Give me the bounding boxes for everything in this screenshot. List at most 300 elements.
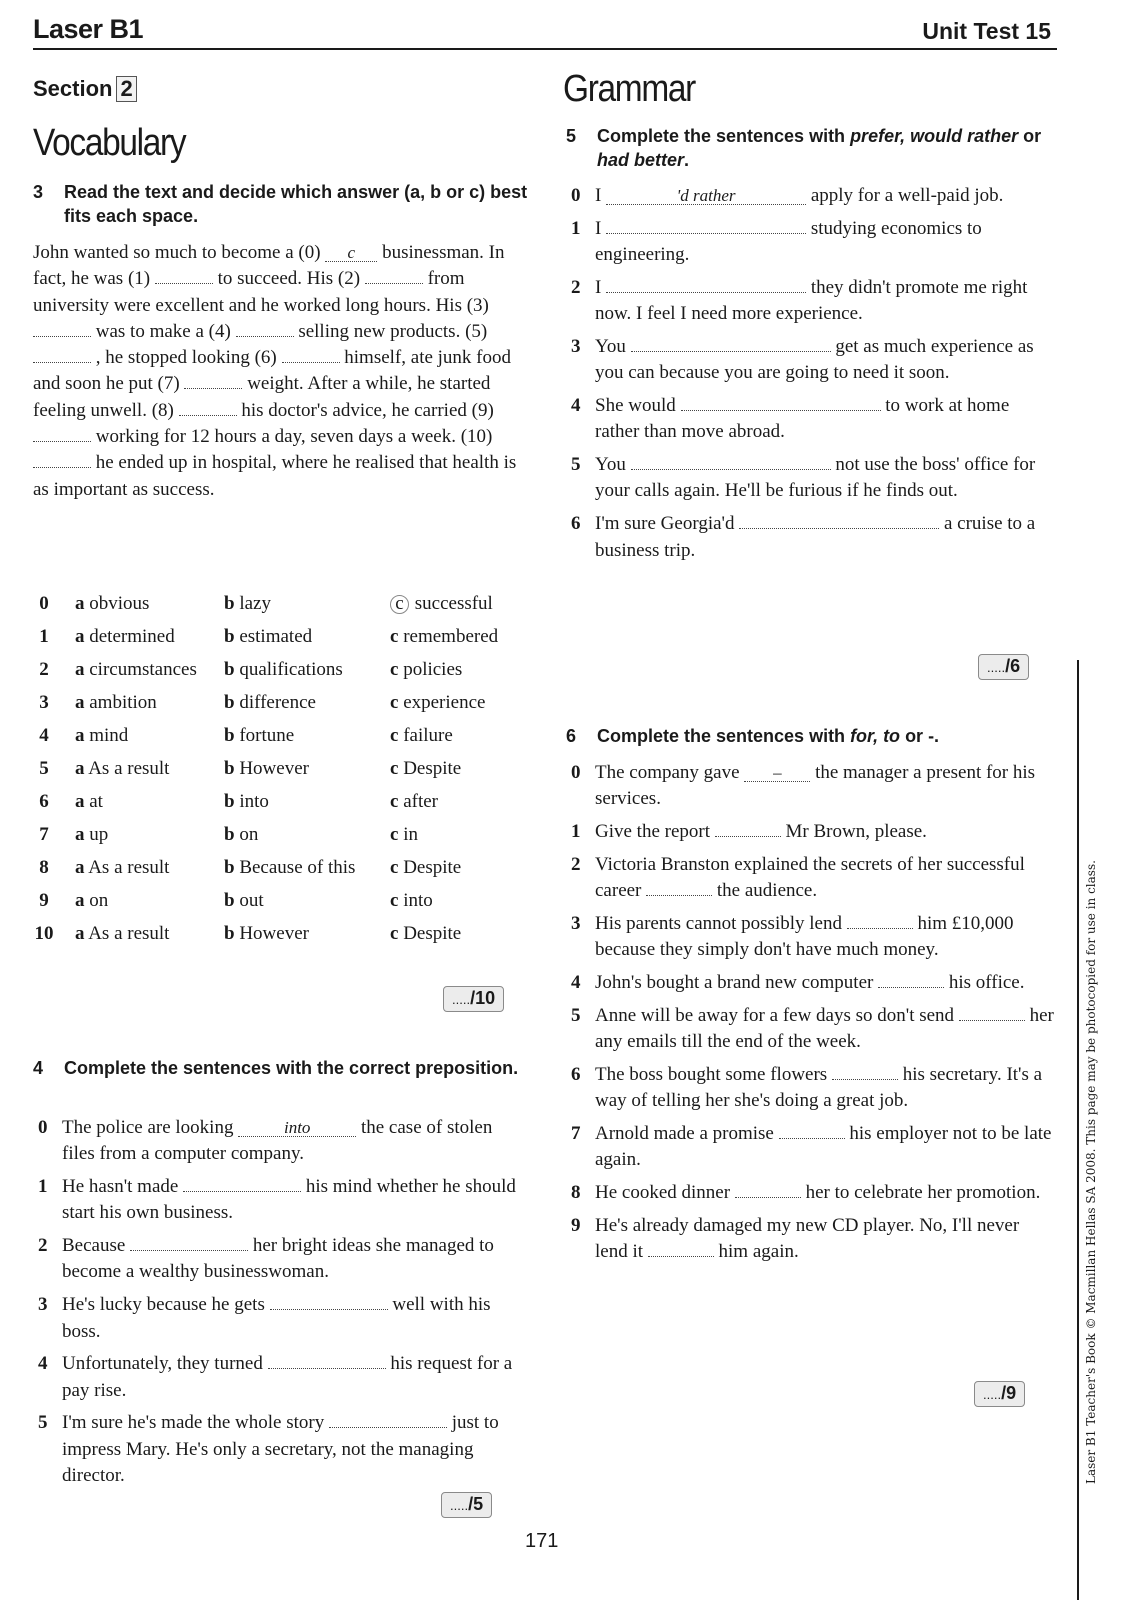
item-text-before: You <box>595 335 626 357</box>
option-text-c: into <box>403 890 433 911</box>
gap-8[interactable] <box>179 398 237 416</box>
option-number: 10 <box>34 923 54 944</box>
unit-title: Unit Test 15 <box>922 18 1051 44</box>
section-label <box>33 76 137 102</box>
instr-part: or -. <box>900 726 940 746</box>
item-text-after: studying economics to engineering. <box>595 217 982 266</box>
item-text-after: the manager a present for his services. <box>595 762 1036 810</box>
item-text-before: I <box>595 185 602 206</box>
item-number: 7 <box>571 1123 581 1145</box>
option-letter-a: a <box>75 758 85 779</box>
option-text-c: policies <box>403 659 463 680</box>
option-a[interactable] <box>75 857 169 879</box>
item-text-after: apply for a well-paid job. <box>810 185 1004 206</box>
option-a[interactable] <box>75 923 169 945</box>
option-number: 5 <box>39 758 49 779</box>
item-text-before: He cooked dinner <box>595 1182 731 1204</box>
gap-3[interactable] <box>33 319 91 337</box>
item-text-before: He's lucky because he gets <box>62 1294 265 1316</box>
option-number: 4 <box>39 725 49 746</box>
option-a[interactable] <box>75 725 128 747</box>
answer-blank[interactable] <box>832 1062 898 1080</box>
gap-4[interactable] <box>236 319 294 337</box>
option-b[interactable] <box>224 758 309 780</box>
instr-italic: prefer, would rather <box>850 126 1019 146</box>
option-letter-b: b <box>224 692 235 713</box>
option-text-b: However <box>239 923 309 944</box>
copyright-notice: Laser B1 Teacher's Book © Macmillan Hellas SA 2008. This page may be photocopied for use in class. <box>1084 860 1098 1484</box>
option-b[interactable] <box>224 626 312 648</box>
item-number: 3 <box>571 912 581 934</box>
option-b[interactable] <box>224 725 294 747</box>
item-text-before: He's already damaged my new CD player. No, I'll never lend it <box>595 1214 1020 1263</box>
option-text-c: Despite <box>403 923 462 944</box>
item-text-before: You <box>595 454 626 476</box>
instr-italic: had better <box>597 150 685 170</box>
option-c[interactable] <box>390 758 461 780</box>
score-total: /10 <box>470 988 496 1008</box>
item-text-before: I'm sure he's made the whole story <box>62 1412 325 1434</box>
option-text-b: qualifications <box>239 659 343 680</box>
gap-9[interactable] <box>33 424 91 442</box>
option-letter-b: b <box>224 725 235 746</box>
item-text-after: him £10,000 because they simply don't have much money. <box>595 912 1014 961</box>
item-text-before: The company gave <box>595 762 740 783</box>
answer-blank[interactable] <box>715 819 781 837</box>
ex6-items <box>566 760 1056 1272</box>
answer-blank[interactable] <box>606 275 806 293</box>
item-number: 2 <box>571 853 581 875</box>
item-text-before: Arnold made a promise <box>595 1123 774 1145</box>
answer-blank[interactable] <box>959 1003 1025 1021</box>
option-text-c: in <box>403 824 418 845</box>
item-text-after: the audience. <box>716 880 818 902</box>
option-a[interactable] <box>75 593 149 615</box>
option-b[interactable] <box>224 659 343 681</box>
option-row <box>33 923 533 956</box>
item-text-after: her to celebrate her promotion. <box>805 1182 1041 1204</box>
option-text-a: mind <box>89 725 129 746</box>
option-letter-b: b <box>224 593 235 614</box>
item-number: 6 <box>571 513 581 535</box>
answer-blank[interactable] <box>739 511 939 529</box>
score-dots: ..... <box>987 660 1006 675</box>
book-title: Laser B1 <box>33 14 144 44</box>
item-text-after: to work at home rather than move abroad. <box>595 395 1010 443</box>
gap-6[interactable] <box>282 345 340 363</box>
item-text-after: him again. <box>718 1241 799 1263</box>
option-row <box>33 593 533 626</box>
gap-2[interactable] <box>365 266 423 284</box>
item-text-before: He hasn't made <box>62 1176 179 1198</box>
option-letter-b: b <box>224 857 235 878</box>
item-number: 4 <box>571 972 581 994</box>
option-letter-a: a <box>75 626 85 647</box>
ex3-instruction-text: Read the text and decide which answer (a, b or c) best fits each space. <box>64 182 528 226</box>
option-row <box>33 857 533 890</box>
instr-italic: for, to <box>850 726 901 746</box>
ex5-instruction-text <box>597 124 1046 172</box>
exercise-item <box>566 819 1056 845</box>
passage-text: he ended up in hospital, where he realised that health is as important as success. <box>33 452 517 500</box>
answer-blank[interactable] <box>779 1121 845 1139</box>
vocabulary-title: Vocabulary <box>33 122 186 164</box>
item-number: 5 <box>571 1004 581 1026</box>
option-c[interactable] <box>390 857 461 879</box>
item-text-before: She would <box>595 395 676 417</box>
option-letter-a: a <box>75 791 85 812</box>
option-b[interactable] <box>224 791 269 813</box>
exercise-item <box>33 1233 523 1286</box>
ex4-instruction-text: Complete the sentences with the correct preposition. <box>64 1058 519 1078</box>
exercise-item <box>566 1062 1056 1115</box>
ex5-instruction <box>566 124 1046 172</box>
answer-blank[interactable] <box>646 878 712 896</box>
item-number: 1 <box>38 1176 48 1198</box>
item-number: 5 <box>38 1412 48 1434</box>
page-header <box>33 14 1057 50</box>
option-b[interactable] <box>224 824 258 846</box>
answer-blank[interactable] <box>631 452 831 470</box>
option-text-b: fortune <box>239 725 295 746</box>
item-text-before: Because <box>62 1235 126 1257</box>
option-text-c: remembered <box>403 626 499 647</box>
item-text-after: a cruise to a business trip. <box>595 513 1036 561</box>
section-number: 2 <box>116 76 136 102</box>
ex6-number: 6 <box>566 726 577 746</box>
exercise-item <box>566 1121 1056 1174</box>
ex5-number: 5 <box>566 126 577 146</box>
option-text-b: Because of this <box>239 857 356 878</box>
gap-5[interactable] <box>33 345 91 363</box>
passage-text: from university were excellent and he worked long hours. His (3) <box>33 268 489 316</box>
option-letter-a: a <box>75 890 85 911</box>
exercise-item <box>566 275 1056 328</box>
passage-text: his doctor's advice, he carried (9) <box>241 399 494 421</box>
score-total: /6 <box>1005 656 1021 676</box>
answer-blank[interactable]: – <box>744 764 810 782</box>
option-row <box>33 824 533 857</box>
exercise-item <box>566 216 1056 269</box>
answer-blank[interactable] <box>270 1292 388 1310</box>
score-total: /5 <box>468 1494 484 1514</box>
option-a[interactable] <box>75 758 169 780</box>
option-a[interactable] <box>75 890 108 912</box>
option-row <box>33 626 533 659</box>
item-number: 6 <box>571 1063 581 1085</box>
option-number: 1 <box>39 626 49 647</box>
exercise-item <box>566 1213 1056 1266</box>
option-text-c: after <box>403 791 438 812</box>
option-c[interactable] <box>390 890 433 912</box>
answer-blank[interactable] <box>130 1233 248 1251</box>
side-rule <box>1077 660 1079 1600</box>
option-letter-a: a <box>75 725 85 746</box>
answer-blank[interactable] <box>878 970 944 988</box>
passage-text: businessman. In fact, he was (1) <box>33 242 505 290</box>
option-row <box>33 659 533 692</box>
item-text-after: they didn't promote me right now. I feel I need more experience. <box>595 276 1028 325</box>
option-letter-b: b <box>224 758 235 779</box>
option-b[interactable] <box>224 692 316 714</box>
item-number: 2 <box>38 1235 48 1257</box>
option-text-a: ambition <box>89 692 157 713</box>
gap-1[interactable] <box>155 266 213 284</box>
passage-text: was to make a (4) <box>95 320 231 342</box>
option-letter-a: a <box>75 692 85 713</box>
answer-blank[interactable] <box>735 1180 801 1198</box>
answer-blank[interactable] <box>648 1239 714 1257</box>
item-text-before: I'm sure Georgia'd <box>595 513 735 535</box>
instr-part: Complete the sentences with <box>597 126 851 146</box>
ex3-passage <box>33 240 533 503</box>
option-a[interactable] <box>75 692 157 714</box>
item-number: 9 <box>571 1214 581 1236</box>
option-letter-a: a <box>75 659 85 680</box>
answer-blank[interactable] <box>268 1351 386 1369</box>
exercise-item <box>566 511 1056 564</box>
option-c[interactable] <box>390 725 453 747</box>
item-text-before: His parents cannot possibly lend <box>595 912 842 934</box>
ex5-items <box>566 183 1056 570</box>
answer-blank[interactable] <box>681 393 881 411</box>
answer-blank[interactable] <box>183 1174 301 1192</box>
option-text-a: determined <box>89 626 175 647</box>
passage-text: weight. After a while, he started feeling unwell. (8) <box>33 373 491 421</box>
option-text-a: circumstances <box>89 659 197 680</box>
option-text-a: As a result <box>88 923 170 944</box>
option-text-a: up <box>89 824 109 845</box>
score-dots: ..... <box>983 1387 1002 1402</box>
option-row <box>33 791 533 824</box>
option-c[interactable] <box>390 692 485 714</box>
item-number: 0 <box>571 185 581 206</box>
item-text-after: his request for a pay rise. <box>62 1353 513 1401</box>
option-text-b: difference <box>239 692 316 713</box>
score-box-ex5[interactable] <box>978 654 1029 680</box>
item-number: 3 <box>571 335 581 357</box>
option-text-c: experience <box>403 692 486 713</box>
item-text-before: Victoria Branston explained the secrets of her successful career <box>595 853 1025 902</box>
option-a[interactable] <box>75 626 175 648</box>
option-number: 9 <box>39 890 49 911</box>
score-dots: ..... <box>450 1498 469 1513</box>
answer-blank[interactable] <box>606 216 806 234</box>
score-total: /9 <box>1001 1383 1017 1403</box>
item-text-after: not use the boss' office for your calls again. He'll be furious if he finds out. <box>595 454 1036 502</box>
item-text-after: his office. <box>948 972 1025 994</box>
item-text-after: well with his boss. <box>62 1294 491 1342</box>
item-number: 8 <box>571 1182 581 1204</box>
option-letter-c: c <box>390 758 399 779</box>
exercise-item <box>33 1410 523 1489</box>
instr-part: Complete the sentences with <box>597 726 851 746</box>
option-number: 7 <box>39 824 49 845</box>
item-number: 1 <box>571 821 581 843</box>
exercise-item <box>566 183 1056 209</box>
item-text-after: the case of stolen files from a computer company. <box>62 1117 493 1165</box>
page-number: 171 <box>525 1530 559 1552</box>
exercise-item <box>566 970 1056 996</box>
option-letter-b: b <box>224 824 235 845</box>
grammar-title: Grammar <box>563 68 695 110</box>
option-letter-c: c <box>390 791 399 812</box>
option-row <box>33 890 533 923</box>
option-number: 6 <box>39 791 49 812</box>
passage-text: , he stopped looking (6) <box>95 347 277 369</box>
option-letter-b: b <box>224 659 235 680</box>
item-text-after: her any emails till the end of the week. <box>595 1004 1054 1053</box>
item-number: 0 <box>38 1117 48 1138</box>
exercise-item <box>566 393 1056 446</box>
option-text-b: However <box>239 758 309 779</box>
item-number: 3 <box>38 1294 48 1316</box>
score-box-ex6[interactable] <box>974 1381 1025 1407</box>
exercise-item <box>566 911 1056 964</box>
passage-text: John wanted so much to become a (0) <box>33 242 321 263</box>
option-c[interactable] <box>390 791 438 813</box>
option-b[interactable] <box>224 593 271 615</box>
exercise-item <box>566 852 1056 905</box>
exercise-item <box>33 1115 523 1168</box>
ex3-options <box>33 593 533 956</box>
item-text-after: Mr Brown, please. <box>785 821 927 843</box>
ex6-instruction <box>566 724 1066 748</box>
exercise-item <box>566 452 1056 505</box>
option-row <box>33 725 533 758</box>
passage-text: working for 12 hours a day, seven days a week. (10) <box>95 426 493 448</box>
instr-part: or <box>1018 126 1042 146</box>
item-number: 0 <box>571 762 581 783</box>
option-letter-c: c <box>390 890 399 911</box>
item-number: 1 <box>571 217 581 239</box>
option-letter-c-circled: c <box>390 595 409 614</box>
item-text-after: his secretary. It's a way of telling her she's doing a great job. <box>595 1063 1043 1112</box>
answer-blank[interactable] <box>631 334 831 352</box>
ex3-number: 3 <box>33 182 44 202</box>
option-letter-c: c <box>390 659 399 680</box>
item-text-after: get as much experience as you can because you are going to need it soon. <box>595 335 1034 384</box>
exercise-item <box>566 760 1056 813</box>
option-letter-b: b <box>224 791 235 812</box>
option-letter-a: a <box>75 824 85 845</box>
item-text-before: Give the report <box>595 821 711 843</box>
answer-blank[interactable] <box>847 911 913 929</box>
item-text-before: The boss bought some flowers <box>595 1063 828 1085</box>
option-text-c: failure <box>403 725 453 746</box>
passage-text: to succeed. His (2) <box>217 268 361 290</box>
exercise-item <box>566 1180 1056 1206</box>
item-text-before: I <box>595 276 602 298</box>
option-letter-b: b <box>224 923 235 944</box>
option-a[interactable] <box>75 659 197 681</box>
option-letter-a: a <box>75 923 85 944</box>
option-letter-c: c <box>390 923 399 944</box>
option-letter-b: b <box>224 890 235 911</box>
option-letter-c: c <box>390 626 399 647</box>
option-letter-c: c <box>390 857 399 878</box>
passage-text: himself, ate junk food and soon he put (7) <box>33 347 512 395</box>
option-letter-c: c <box>390 824 399 845</box>
option-c[interactable] <box>390 923 461 945</box>
option-text-a: on <box>89 890 109 911</box>
item-number: 5 <box>571 454 581 476</box>
option-a[interactable] <box>75 824 108 846</box>
gap-10[interactable] <box>33 450 91 468</box>
item-text-before: Unfortunately, they turned <box>62 1353 263 1375</box>
option-text-a: obvious <box>89 593 150 614</box>
option-letter-b: b <box>224 626 235 647</box>
ex4-items <box>33 1115 523 1496</box>
option-c[interactable] <box>390 659 462 681</box>
ex6-instruction-text <box>597 724 1066 748</box>
option-number: 0 <box>39 593 49 614</box>
option-letter-c: c <box>390 692 399 713</box>
option-a[interactable] <box>75 791 103 813</box>
option-number: 3 <box>39 692 49 713</box>
option-c[interactable] <box>390 626 498 648</box>
option-c[interactable] <box>390 824 418 846</box>
option-text-b: into <box>239 791 269 812</box>
exercise-item <box>566 334 1056 387</box>
option-number: 2 <box>39 659 49 680</box>
option-text-a: As a result <box>88 758 170 779</box>
option-b[interactable] <box>224 890 264 912</box>
gap-7[interactable] <box>184 371 242 389</box>
answer-blank[interactable]: into <box>238 1119 356 1137</box>
option-text-c: Despite <box>403 758 462 779</box>
option-text-c: successful <box>414 593 493 614</box>
option-text-b: lazy <box>239 593 271 614</box>
item-text-before: John's bought a brand new computer <box>595 972 874 994</box>
option-text-b: estimated <box>239 626 313 647</box>
option-b[interactable] <box>224 857 355 879</box>
option-text-a: at <box>89 791 103 812</box>
option-number: 8 <box>39 857 49 878</box>
exercise-item <box>33 1351 523 1404</box>
option-text-b: out <box>239 890 264 911</box>
score-dots: ..... <box>452 992 471 1007</box>
option-text-b: on <box>239 824 259 845</box>
score-box-ex4[interactable] <box>441 1492 492 1518</box>
exercise-item <box>566 1003 1056 1056</box>
ex4-number: 4 <box>33 1058 44 1078</box>
item-text-after: his employer not to be late again. <box>595 1123 1052 1171</box>
option-text-a: As a result <box>88 857 170 878</box>
option-letter-a: a <box>75 857 85 878</box>
ex3-instruction <box>33 180 533 228</box>
item-number: 4 <box>571 395 581 417</box>
answer-blank[interactable]: 'd rather <box>606 187 806 205</box>
option-row <box>33 692 533 725</box>
instr-part: . <box>684 150 690 170</box>
exercise-item <box>33 1174 523 1227</box>
item-text-before: Anne will be away for a few days so don't send <box>595 1004 955 1026</box>
item-text-after: her bright ideas she managed to become a wealthy businesswoman. <box>62 1235 494 1283</box>
option-letter-c: c <box>390 725 399 746</box>
option-b[interactable] <box>224 923 309 945</box>
score-box-ex3[interactable] <box>443 986 504 1012</box>
option-text-c: Despite <box>403 857 462 878</box>
item-text-after: his mind whether he should start his own business. <box>62 1176 516 1224</box>
option-c[interactable] <box>390 593 493 615</box>
gap-0[interactable]: c <box>325 244 377 262</box>
item-text-before: I <box>595 217 602 239</box>
option-letter-a: a <box>75 593 85 614</box>
answer-blank[interactable] <box>329 1410 447 1428</box>
item-number: 4 <box>38 1353 48 1375</box>
item-text-after: just to impress Mary. He's only a secretary, not the managing director. <box>62 1412 499 1487</box>
